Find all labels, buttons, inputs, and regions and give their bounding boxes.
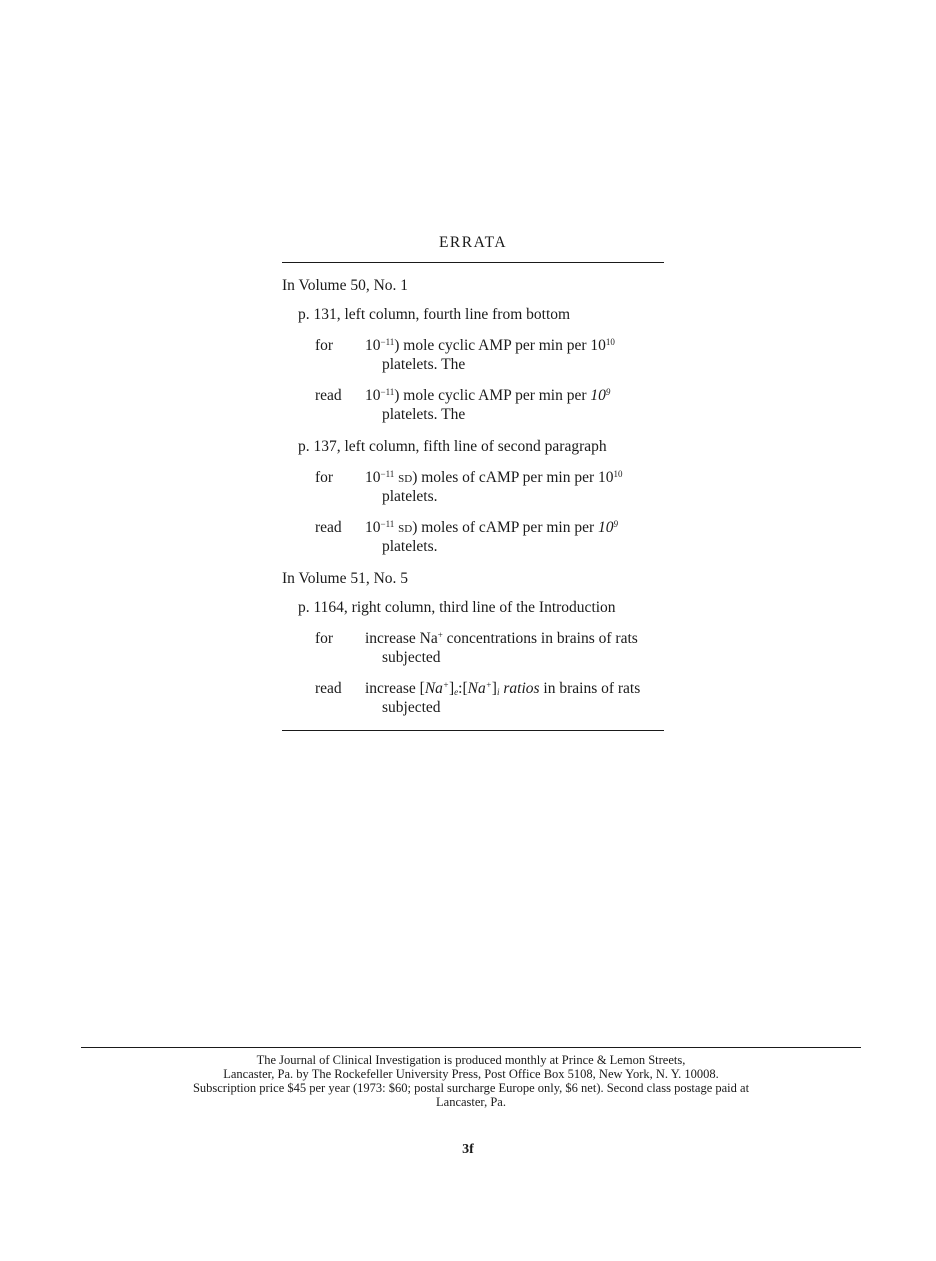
for-label: for (315, 337, 334, 354)
read-label: read (315, 680, 342, 697)
bottom-rule (282, 730, 664, 731)
publisher-footer (81, 1053, 861, 1109)
for-text: increase Na+ concentrations in brains of rats subjected (365, 630, 638, 666)
footer-line: Lancaster, Pa. (436, 1095, 506, 1109)
footer-line: Lancaster, Pa. by The Rockefeller University Press, Post Office Box 5108, New York, N. Y. 10008. (223, 1067, 719, 1081)
for-label: for (315, 469, 334, 486)
read-entry (282, 679, 664, 717)
page-number: 3f (462, 1142, 474, 1157)
for-text: $10^{-11}$ sd) moles of cAMP per min per $10^{10}$ platelets. (365, 469, 623, 505)
footer-line: Subscription price $45 per year (1973: $60; postal surcharge Europe only, $6 net). Second class postage paid at (192, 1081, 750, 1095)
page-reference: p. 137, left column, fifth line of second paragraph (298, 438, 607, 455)
correction-group (282, 437, 664, 556)
read-text: increase $[Na^+]_e:[Na^+]_i$ ratios in brains of rats subjected (365, 680, 641, 716)
for-label: for (315, 630, 334, 647)
for-entry (282, 629, 664, 667)
correction-group (282, 598, 664, 717)
for-entry (282, 336, 664, 374)
footer-line: The Journal of Clinical Investigation is produced monthly at Prince & Lemon Streets, (256, 1053, 686, 1067)
footer-rule (81, 1047, 861, 1048)
errata-title: ERRATA (438, 234, 508, 251)
read-label: read (315, 387, 342, 404)
page-reference: p. 131, left column, fourth line from bottom (298, 306, 571, 323)
errata-section (282, 233, 664, 731)
read-text: $10^{-11}$ sd) moles of cAMP per min per $10^9$ platelets. (365, 519, 619, 555)
read-text: $10^{-11}$) mole cyclic AMP per min per $10^9$ platelets. The (365, 387, 611, 423)
correction-group (282, 305, 664, 424)
page-reference: p. 1164, right column, third line of the Introduction (298, 599, 616, 616)
volume-heading: In Volume 51, No. 5 (282, 570, 409, 587)
read-label: read (315, 519, 342, 536)
volume-heading: In Volume 50, No. 1 (282, 277, 409, 294)
read-entry (282, 518, 664, 556)
top-rule (282, 262, 664, 263)
read-entry (282, 386, 664, 424)
for-text: $10^{-11}$) mole cyclic AMP per min per $10^{10}$ platelets. The (365, 337, 615, 373)
for-entry (282, 468, 664, 506)
